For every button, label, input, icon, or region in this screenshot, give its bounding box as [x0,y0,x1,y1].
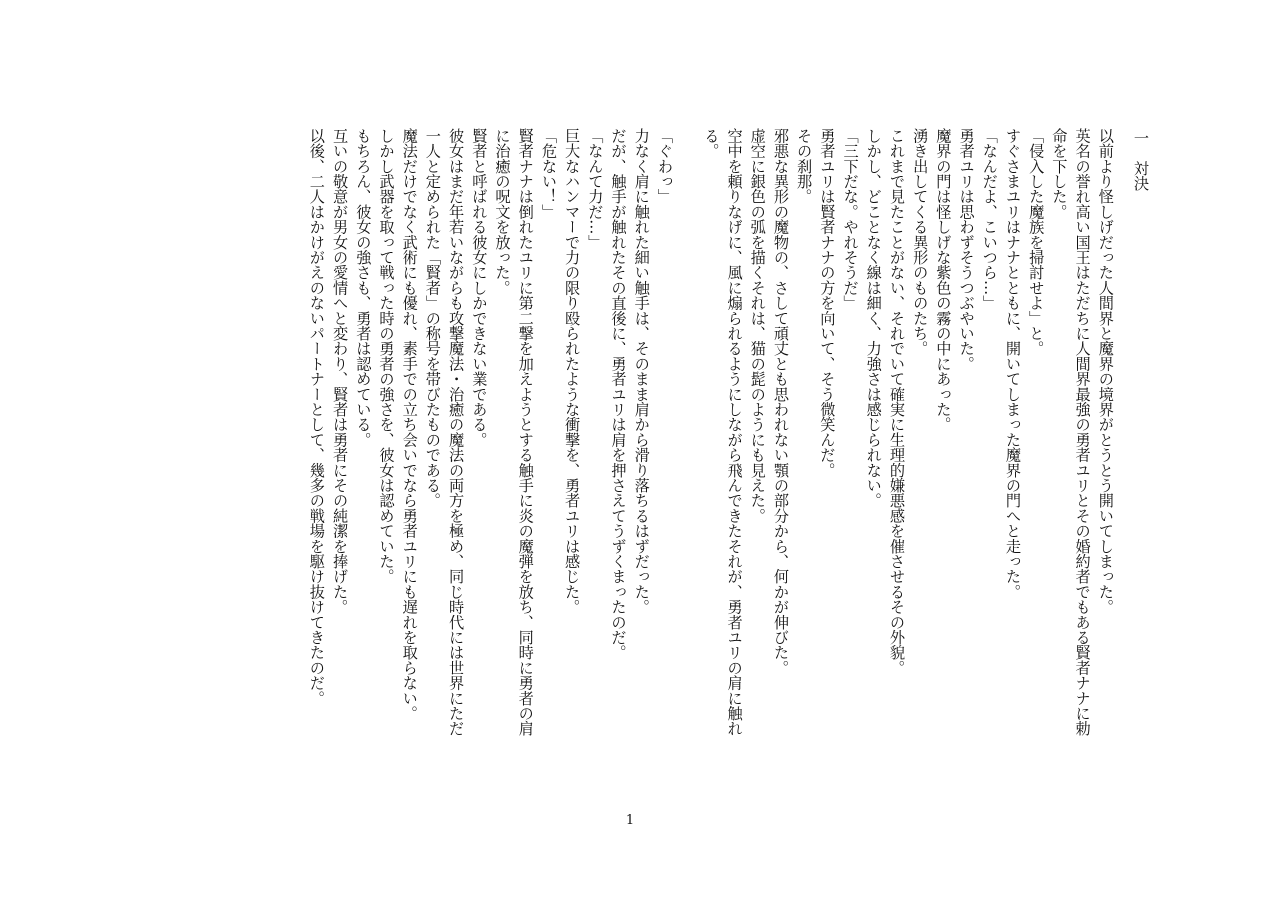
paragraph: 虚空に銀色の弧を描くそれは、猫の髭のようにも見えた。 [748,128,767,524]
paragraph: 以後、二人はかけがえのないパートナーとして、幾多の戦場を駆け抜けてきたのだ。 [307,128,326,706]
paragraph: すぐさまユリはナナとともに、開いてしまった魔界の門へと走った。 [1003,128,1022,600]
paragraph: 「三下だな。やれそうだ」 [841,128,860,311]
paragraph: これまで見たことがない、それでいて確実に生理的嫌悪感を催させるその外貌。 [887,128,906,676]
paragraph: 賢者と呼ばれる彼女にしかできない業である。 [470,128,489,448]
paragraph: 力なく肩に触れた細い触手は、そのまま肩から滑り落ちるはずだった。 [632,128,651,615]
paragraph: 「なんだよ、こいつら…」 [980,128,999,311]
paragraph: 「危ない！」 [539,128,558,220]
paragraph: 空中を頼りなげに、風に煽られるようにしながら飛んできたそれが、勇者ユリの肩に触れる。 [702,128,744,736]
vertical-text-body [142,128,1152,748]
paragraph: 魔界の門は怪しげな紫色の霧の中にあった。 [934,128,953,432]
paragraph: 巨大なハンマーで力の限り殴られたような衝撃を、勇者ユリは感じた。 [563,128,582,615]
paragraph: 「なんて力だ…」 [586,128,605,250]
page-number: 1 [625,813,635,828]
paragraph: 「ぐわっ」 [655,128,674,204]
paragraph: 英名の誉れ高い国王はただちに人間界最強の勇者ユリとその婚約者でもある賢者ナナに勅命を下した。 [1050,128,1092,736]
paragraph [676,128,699,748]
paragraph: 勇者ユリは賢者ナナの方を向いて、そう微笑んだ。 [818,128,837,478]
paragraph: 「侵入した魔族を掃討せよ」と。 [1027,128,1046,356]
paragraph: 邪悪な異形の魔物の、さして頑丈とも思われない顎の部分から、何かが伸びた。 [771,128,790,676]
paragraph: 魔法だけでなく武術にも優れ、素手での立ち会いでなら勇者ユリにも遅れを取らない。 [400,128,419,721]
paragraph: 賢者ナナは倒れたユリに第二撃を加えようとする触手に炎の魔弾を放ち、同時に勇者の肩に治癒の呪文を放った。 [493,128,535,736]
paragraph: しかし、どことなく線は細く、力強さは感じられない。 [864,128,883,508]
paragraph: 互いの敬意が男女の愛情へと変わり、賢者は勇者にその純潔を捧げた。 [331,128,350,615]
paragraph: 湧き出してくる異形のものたち。 [911,128,930,356]
paragraph: もちろん、彼女の強さも、勇者は認めている。 [354,128,373,448]
paragraph: しかし武器を取って戦った時の勇者の強さを、彼女は認めていた。 [377,128,396,584]
paragraph: 勇者ユリは思わずそうつぶやいた。 [957,128,976,372]
paragraph: だが、触手が触れたその直後に、勇者ユリは肩を押さえてうずくまったのだ。 [609,128,628,660]
chapter-title: 一 対決 [1132,130,1150,191]
paragraph: その刹那。 [795,128,814,204]
paragraph: 彼女はまだ年若いながらも攻撃魔法・治癒の魔法の両方を極め、同じ時代には世界にただ一人と定められた「賢者」の称号を帯びたものである。 [423,128,466,736]
paragraph: 以前より怪しげだった人間界と魔界の境界がとうとう開いてしまった。 [1096,128,1115,615]
